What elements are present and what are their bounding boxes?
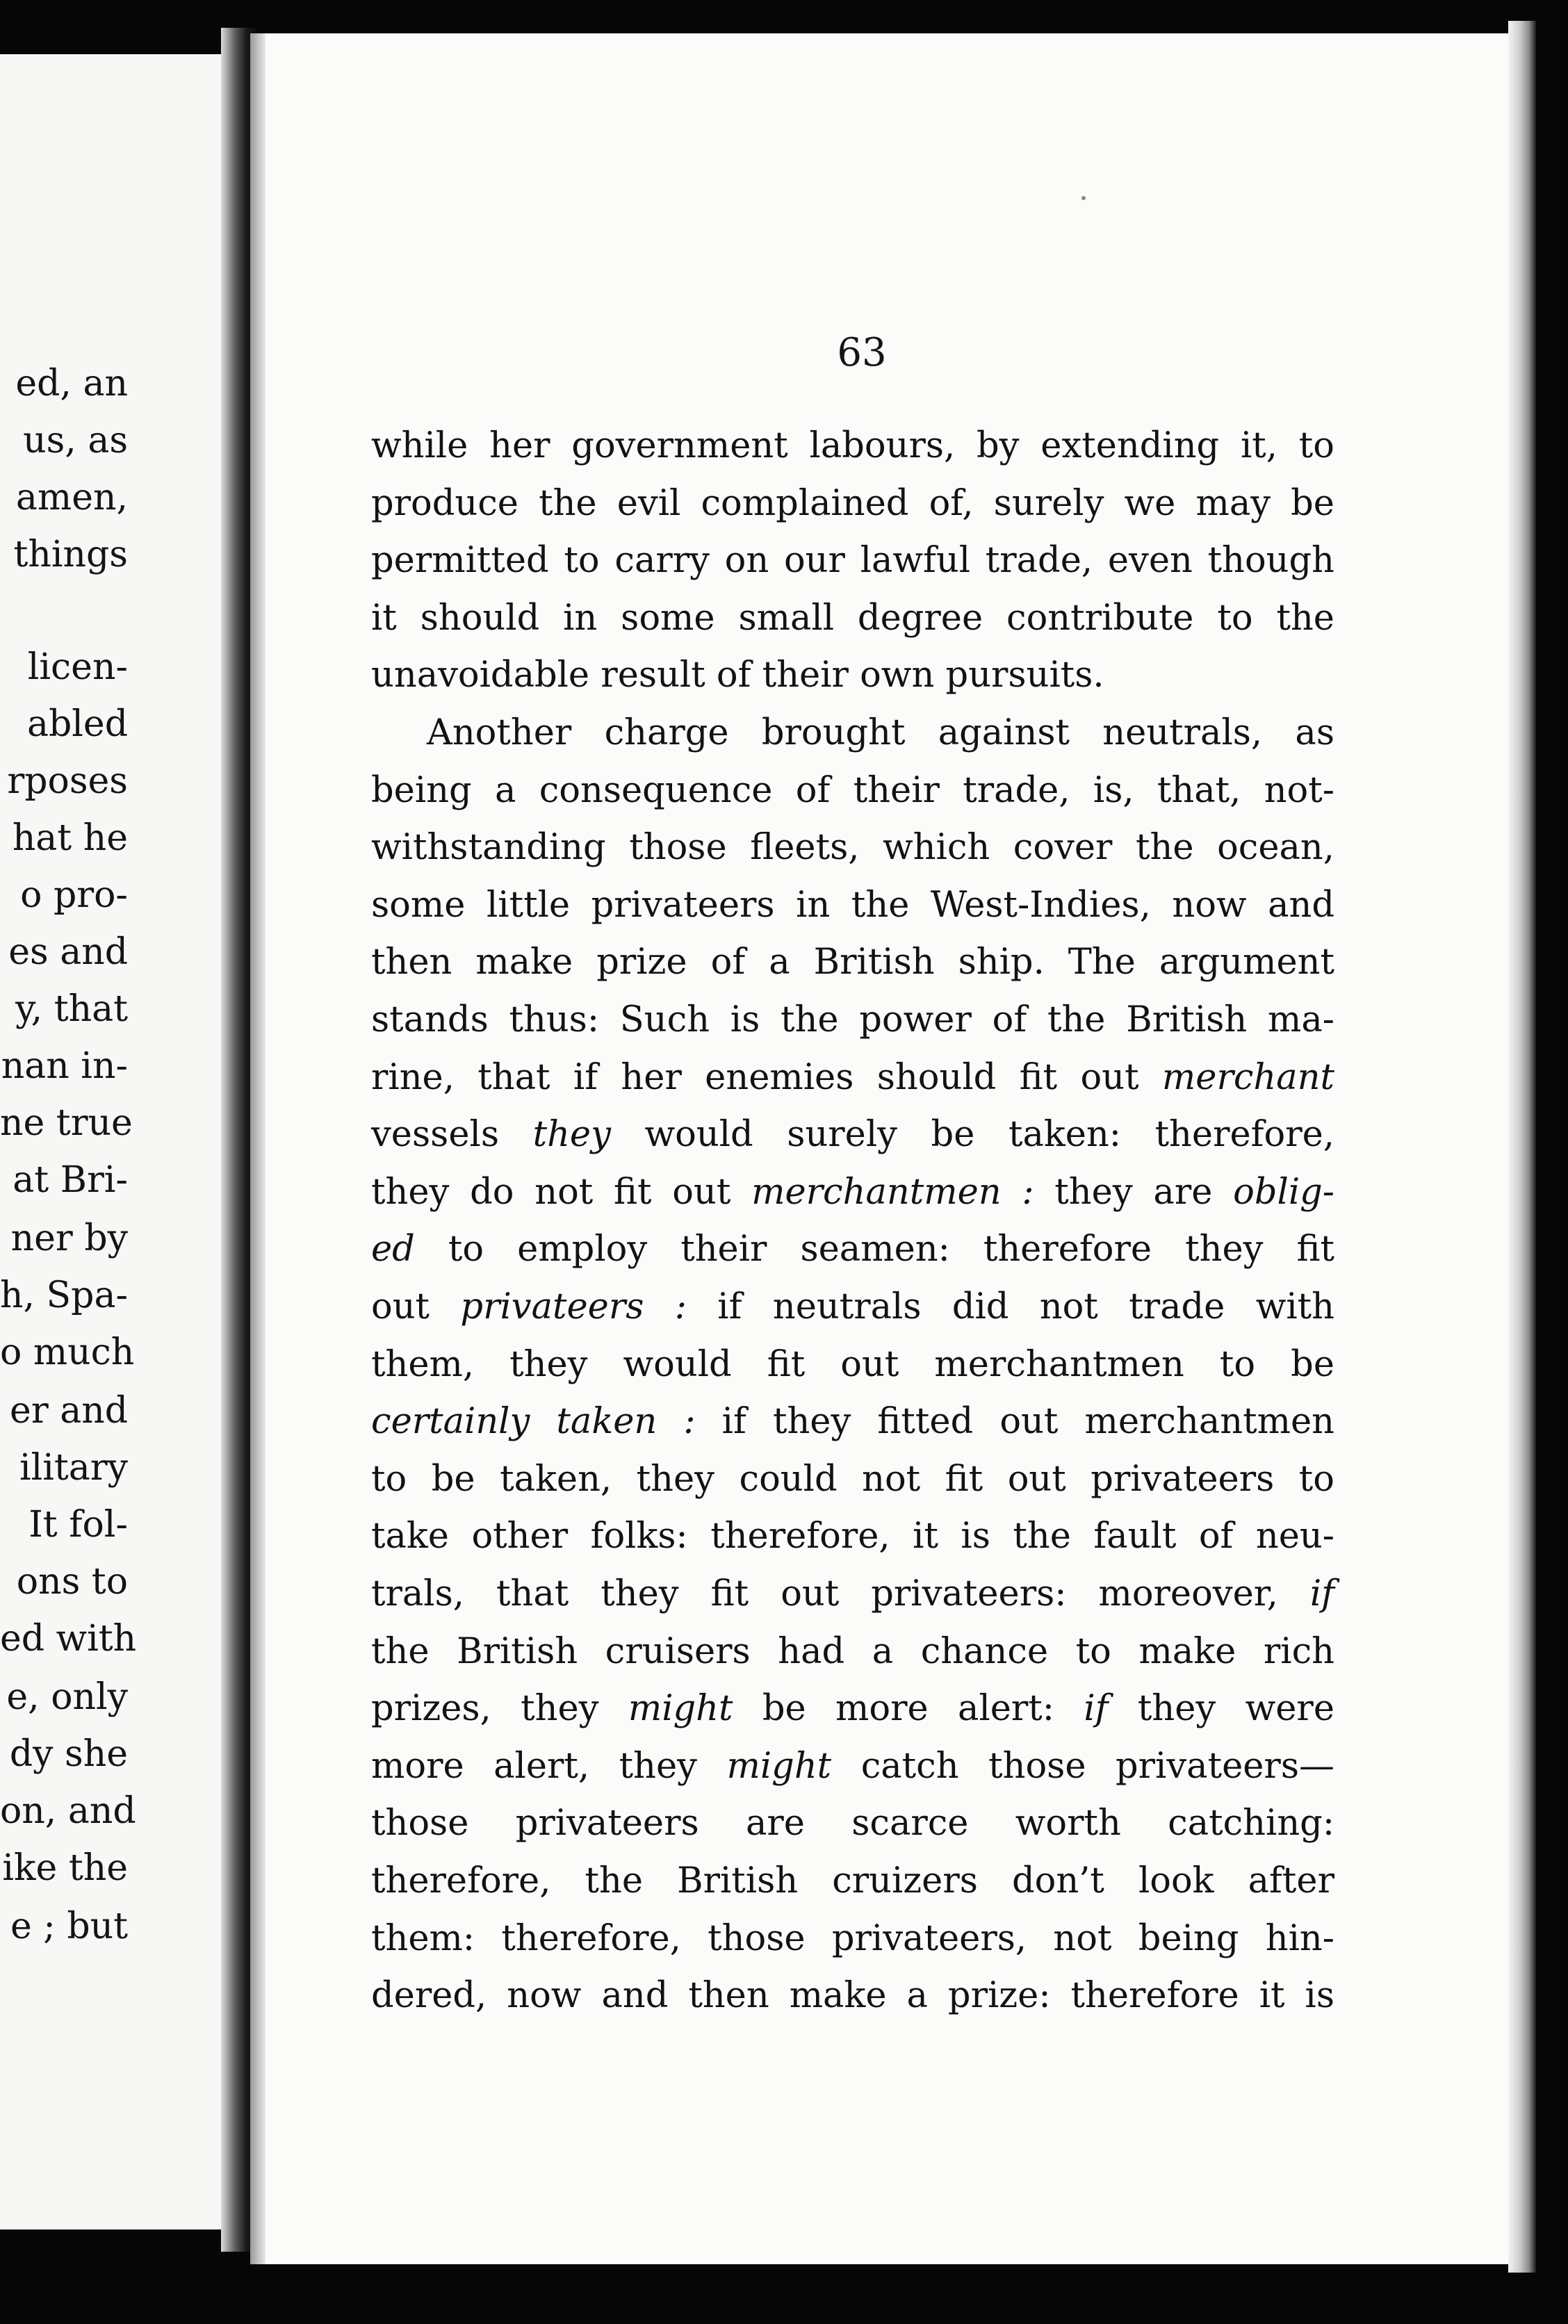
body-line	[371, 1746, 1334, 1787]
page-number: 63	[837, 330, 887, 375]
body-line	[371, 1631, 1334, 1672]
body-line	[371, 1975, 1334, 2016]
body-line	[371, 1344, 1334, 1385]
italic-text-run: might	[628, 1688, 733, 1729]
left-page-line: at Bri-	[13, 1159, 128, 1201]
left-page-line: on, and	[0, 1790, 136, 1832]
body-text-run: be more alert:	[733, 1688, 1084, 1729]
body-line	[371, 483, 1334, 524]
body-line	[371, 1401, 1334, 1442]
body-text-run: it should in some small degree contribute to the	[371, 598, 1334, 639]
body-line	[371, 425, 1334, 466]
body-text-run: if they fitted out merchantmen	[695, 1401, 1334, 1442]
body-text-run: therefore, the British cruizers don’t look after	[371, 1860, 1334, 1901]
body-line	[371, 999, 1334, 1040]
body-line	[371, 770, 1334, 811]
body-line	[371, 942, 1334, 983]
body-text-run: out	[371, 1286, 461, 1327]
body-text-run: catch those privateers—	[831, 1746, 1334, 1787]
body-text-run: they are	[1034, 1172, 1234, 1213]
body-text-run: Another charge brought against neutrals, as	[427, 712, 1334, 753]
body-text-run: withstanding those fleets, which cover the ocean,	[371, 827, 1334, 868]
body-line	[427, 712, 1334, 753]
left-page-line: es and	[8, 931, 128, 973]
body-text-run: being a consequence of their trade, is, that, not-	[371, 770, 1334, 811]
body-text-run: while her government labours, by extending it, to	[371, 425, 1334, 466]
body-line	[371, 1573, 1334, 1614]
body-line	[371, 1918, 1334, 1959]
left-page-line: us, as	[23, 420, 128, 461]
body-text-run: permitted to carry on our lawful trade, even though	[371, 540, 1334, 581]
body-text-run: them, they would fit out merchantmen to be	[371, 1344, 1334, 1385]
left-page-line: ike the	[2, 1847, 128, 1889]
body-line	[371, 1860, 1334, 1901]
body-text-run: prizes, they	[371, 1688, 628, 1729]
body-text-run: they were	[1108, 1688, 1334, 1729]
italic-text-run: oblig-	[1233, 1172, 1335, 1213]
body-text-run: dered, now and then make a prize: therefore it is	[371, 1975, 1334, 2016]
left-page-line: o pro-	[20, 874, 128, 916]
body-text-run: more alert, they	[371, 1746, 727, 1787]
left-page-line: ilitary	[19, 1447, 128, 1489]
body-line	[371, 1172, 1335, 1213]
italic-text-run: ed	[371, 1229, 415, 1270]
left-page-line: e, only	[6, 1676, 128, 1718]
body-line	[371, 598, 1334, 639]
body-line	[371, 540, 1334, 581]
page-edge	[1508, 21, 1536, 2273]
body-text-run: to be taken, they could not fit out privateers to	[371, 1459, 1334, 1500]
body-text-run: those privateers are scarce worth catching:	[371, 1803, 1334, 1844]
body-text-run: stands thus: Such is the power of the British ma-	[371, 999, 1334, 1040]
body-text-run: them: therefore, those privateers, not being hin-	[371, 1918, 1334, 1959]
body-text-run: they do not fit out	[371, 1172, 752, 1213]
left-page-line: ed with	[0, 1618, 137, 1660]
italic-text-run: if	[1309, 1573, 1334, 1614]
left-page-line: y, that	[15, 988, 128, 1030]
body-text-run: some little privateers in the West-Indies, now and	[371, 885, 1334, 926]
body-text-run: if neutrals did not trade with	[686, 1286, 1334, 1327]
body-text-run: produce the evil complained of, surely we may be	[371, 483, 1334, 524]
body-line	[371, 1286, 1334, 1327]
body-text-run: take other folks: therefore, it is the fault of neu-	[371, 1516, 1334, 1557]
body-line	[371, 1057, 1334, 1098]
left-page-line: It fol-	[28, 1504, 128, 1546]
left-page-line: amen,	[15, 477, 128, 518]
italic-text-run: merchant	[1161, 1057, 1334, 1098]
italic-text-run: privateers :	[460, 1286, 687, 1327]
body-text-run: then make prize of a British ship. The argument	[371, 942, 1334, 983]
body-line	[371, 1459, 1334, 1500]
italic-text-run: certainly taken :	[371, 1401, 696, 1442]
left-page-line: hat he	[12, 817, 128, 859]
body-text-run: the British cruisers had a chance to make rich	[371, 1631, 1334, 1672]
body-line	[371, 827, 1334, 868]
left-page-line: nan in-	[1, 1045, 128, 1087]
left-page-line: e ; but	[10, 1906, 128, 1947]
left-page-line: things	[13, 534, 128, 575]
left-page-line: h, Spa-	[0, 1275, 129, 1316]
left-page-line: licen-	[27, 646, 128, 688]
left-page-line: ed, an	[15, 363, 128, 404]
left-page-line: dy she	[9, 1733, 128, 1775]
italic-text-run: they	[532, 1114, 611, 1155]
body-line	[371, 655, 1334, 696]
body-line	[371, 1803, 1334, 1844]
italic-text-run: merchantmen :	[751, 1172, 1034, 1213]
left-page-line: abled	[27, 703, 128, 745]
left-page-line: er and	[10, 1390, 128, 1432]
body-line	[371, 1229, 1334, 1270]
left-page	[0, 54, 245, 2229]
body-text-run: to employ their seamen: therefore they fit	[414, 1229, 1334, 1270]
body-line	[371, 1688, 1334, 1729]
left-page-line: ons to	[16, 1561, 128, 1603]
left-page-line: o much	[0, 1332, 135, 1373]
left-page-line: ne true	[0, 1102, 133, 1144]
body-text-run: vessels	[371, 1114, 533, 1155]
page-shadow	[250, 33, 266, 2264]
left-page-line: ner by	[10, 1218, 128, 1259]
body-text-run: unavoidable result of their own pursuits.	[371, 655, 1104, 696]
body-text-run: would surely be taken: therefore,	[610, 1114, 1335, 1155]
italic-text-run: if	[1084, 1688, 1109, 1729]
italic-text-run: might	[726, 1746, 832, 1787]
left-page-line: rposes	[7, 760, 128, 802]
body-line	[371, 885, 1334, 926]
body-text-run: trals, that they fit out privateers: moreover,	[371, 1573, 1310, 1614]
body-line	[371, 1516, 1334, 1557]
body-line	[371, 1114, 1335, 1155]
paper-speck	[1081, 196, 1086, 200]
body-text-run: rine, that if her enemies should fit out	[371, 1057, 1162, 1098]
